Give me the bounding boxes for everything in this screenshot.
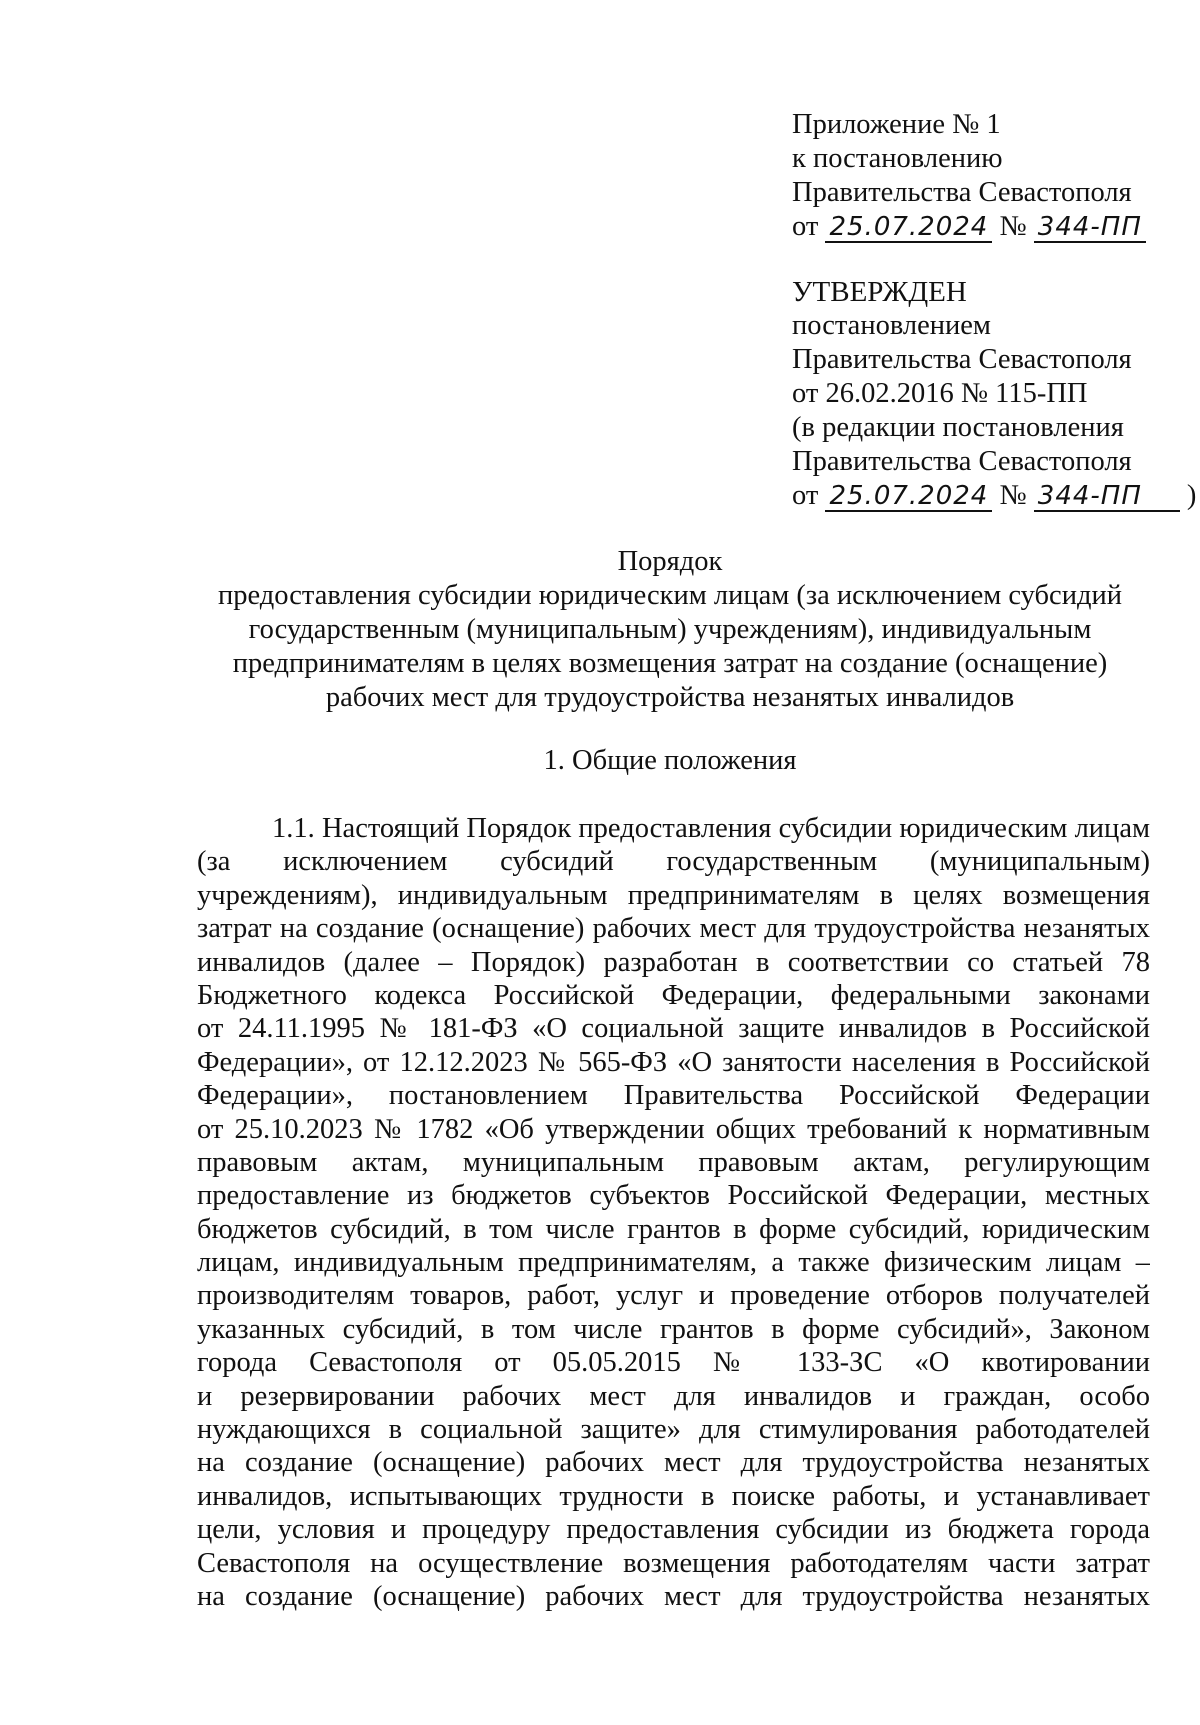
body-line: производителям товаров, работ, услуг и проведение отборов получателей [197, 1280, 1150, 1312]
title-line-4: предпринимателям в целях возмещения затрат на создание (оснащение) [232, 648, 1108, 679]
approval-line-3: Правительства Севастополя [792, 344, 1132, 375]
body-line: Федерации», от 12.12.2023 № 565-ФЗ «О занятости населения в Российской [197, 1046, 1150, 1078]
document-title [190, 545, 1150, 715]
body-line: лицам, индивидуальным предпринимателям, а также физическим лицам – [197, 1247, 1150, 1279]
body-line: затрат на создание (оснащение) рабочих мест для трудоустройства незанятых [197, 913, 1150, 945]
body-line: инвалидов, испытывающих трудности в поиске работы, и устанавливает [197, 1480, 1150, 1512]
section-heading: 1. Общие положения [543, 745, 797, 776]
approval-line-5: (в редакции постановления [792, 412, 1124, 443]
body-line: инвалидов (далее – Порядок) разработан в соответствии со статьей 78 [197, 946, 1150, 978]
annex-handwritten-date: 25.07.2024 [825, 213, 992, 243]
body-line: нуждающихся в социальной защите» для стимулирования работодателей [197, 1414, 1150, 1446]
title-line-5: рабочих мест для трудоустройства незанятых инвалидов [325, 682, 1015, 713]
approval-date-prefix: от [792, 480, 819, 511]
approval-handwritten-date: 25.07.2024 [825, 482, 992, 512]
body-line: указанных субсидий, в том числе грантов в форме субсидий», Законом [197, 1313, 1150, 1345]
annex-header [792, 108, 1172, 244]
body-line: на создание (оснащение) рабочих мест для трудоустройства незанятых [197, 1580, 1150, 1612]
title-line-1: Порядок [617, 546, 723, 577]
body-line: предоставление из бюджетов субъектов Российской Федерации, местных [197, 1180, 1150, 1212]
approval-date-line [792, 479, 1197, 513]
body-line: 1.1. Настоящий Порядок предоставления субсидии юридическим лицам [272, 813, 1150, 844]
annex-line-2: к постановлению [792, 143, 1003, 174]
body-line: и резервировании рабочих мест для инвалидов и граждан, особо [197, 1380, 1150, 1412]
body-line: Федерации», постановлением Правительства Российской Федерации [197, 1080, 1150, 1112]
body-line: (за исключением субсидий государственным (муниципальным) [197, 846, 1150, 878]
approval-line-2: постановлением [792, 310, 991, 341]
annex-title: Приложение № 1 [792, 109, 1001, 140]
approval-block [792, 275, 1197, 513]
annex-date-line [792, 210, 1172, 244]
body-line: Севастополя на осуществление возмещения работодателям части затрат [197, 1547, 1150, 1579]
title-line-3: государственным (муниципальным) учреждениям), индивидуальным [248, 614, 1092, 645]
approval-line-6: Правительства Севастополя [792, 446, 1132, 477]
body-line: от 25.10.2023 № 1782 «Об утверждении общих требований к нормативным [197, 1113, 1150, 1145]
approval-heading: УТВЕРЖДЕН [792, 276, 967, 308]
approval-number-sign: № [999, 480, 1027, 511]
body-line: на создание (оснащение) рабочих мест для трудоустройства незанятых [197, 1447, 1150, 1479]
body-line: учреждениям), индивидуальным предпринимателям в целях возмещения [197, 879, 1150, 911]
title-line-2: предоставления субсидии юридическим лицам (за исключением субсидий [218, 580, 1122, 611]
approval-line-4: от 26.02.2016 № 115-ПП [792, 378, 1088, 409]
body-line: города Севастополя от 05.05.2015 № 133-ЗС «О квотировании [197, 1347, 1150, 1379]
body-line: цели, условия и процедуру предоставления субсидии из бюджета города [197, 1514, 1150, 1546]
body-line: от 24.11.1995 № 181-ФЗ «О социальной защите инвалидов в Российской [197, 1013, 1150, 1045]
body-line: Бюджетного кодекса Российской Федерации, федеральными законами [197, 979, 1150, 1011]
body-line: бюджетов субсидий, в том числе грантов в форме субсидий, юридическим [197, 1213, 1150, 1245]
body-line: правовым актам, муниципальным правовым актам, регулирующим [197, 1146, 1150, 1178]
annex-number-sign: № [999, 211, 1027, 242]
annex-date-prefix: от [792, 211, 819, 242]
annex-line-3: Правительства Севастополя [792, 177, 1132, 208]
approval-closing-paren: ) [1186, 480, 1197, 511]
approval-handwritten-number: 344-ПП [1034, 482, 1180, 512]
annex-handwritten-number: 344-ПП [1034, 213, 1146, 243]
body-paragraph [197, 812, 1150, 1613]
